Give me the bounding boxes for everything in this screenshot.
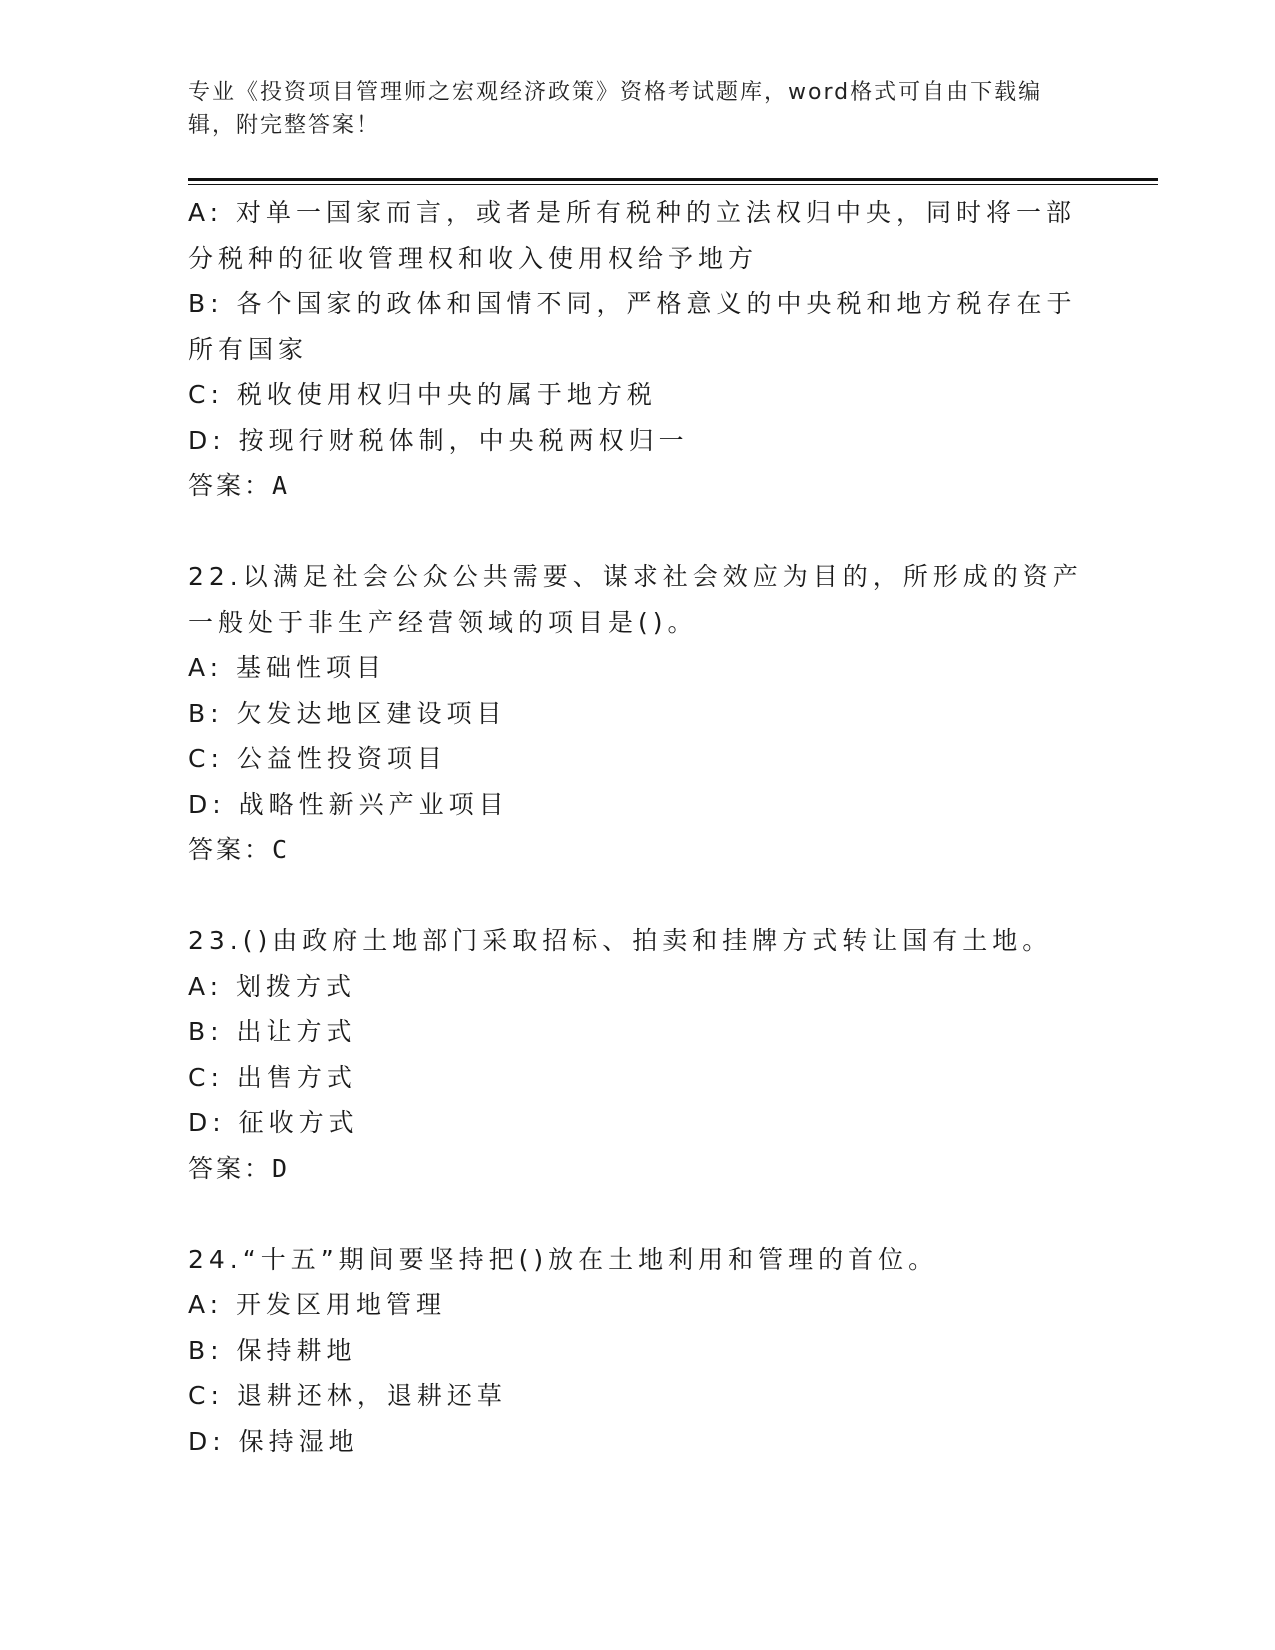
question-stem: 24.“十五”期间要坚持把()放在土地利用和管理的首位。 [188,1244,939,1274]
option-b: B: 各个国家的政体和国情不同，严格意义的中央税和地方税存在于所有国家 [188,289,1077,364]
option-a: A: 对单一国家而言，或者是所有税种的立法权归中央，同时将一部分税种的征收管理权和收入使用权给予地方 [188,198,1077,273]
spacer [188,873,1088,919]
question-stem: 22.以满足社会公众公共需要、谋求社会效应为目的，所形成的资产一般处于非生产经营领域的项目是()。 [188,562,1083,637]
question-content [188,190,1088,1464]
answer-line: 答案：C [188,835,291,864]
document-header [188,76,1078,142]
header-text: 专业《投资项目管理师之宏观经济政策》资格考试题库，word格式可自由下载编辑，附完整答案！ [188,80,1043,138]
spacer [188,509,1088,555]
option-d: D: 战略性新兴产业项目 [188,789,509,819]
option-b: B: 保持耕地 [188,1335,357,1365]
header-divider-thin [188,184,1158,185]
question-22 [188,554,1088,873]
option-a: A: 划拨方式 [188,971,357,1001]
option-d: D: 按现行财税体制，中央税两权归一 [188,425,689,455]
answer-line: 答案：D [188,1153,291,1183]
answer-line: 答案：A [188,471,291,500]
spacer [188,1191,1088,1237]
header-divider-thick [188,178,1158,181]
question-24 [188,1237,1088,1465]
question-stem: 23.()由政府土地部门采取招标、拍卖和挂牌方式转让国有土地。 [188,926,1053,955]
option-b: B: 出让方式 [188,1017,357,1046]
option-a: A: 开发区用地管理 [188,1290,447,1319]
option-d: D: 征收方式 [188,1108,359,1137]
option-b: B: 欠发达地区建设项目 [188,698,507,728]
option-c: C: 公益性投资项目 [188,744,447,773]
question-21-continued [188,190,1088,509]
option-d: D: 保持湿地 [188,1426,359,1456]
option-c: C: 出售方式 [188,1062,357,1092]
option-a: A: 基础性项目 [188,653,387,682]
question-23 [188,918,1088,1191]
option-c: C: 退耕还林，退耕还草 [188,1381,507,1410]
option-c: C: 税收使用权归中央的属于地方税 [188,380,657,409]
